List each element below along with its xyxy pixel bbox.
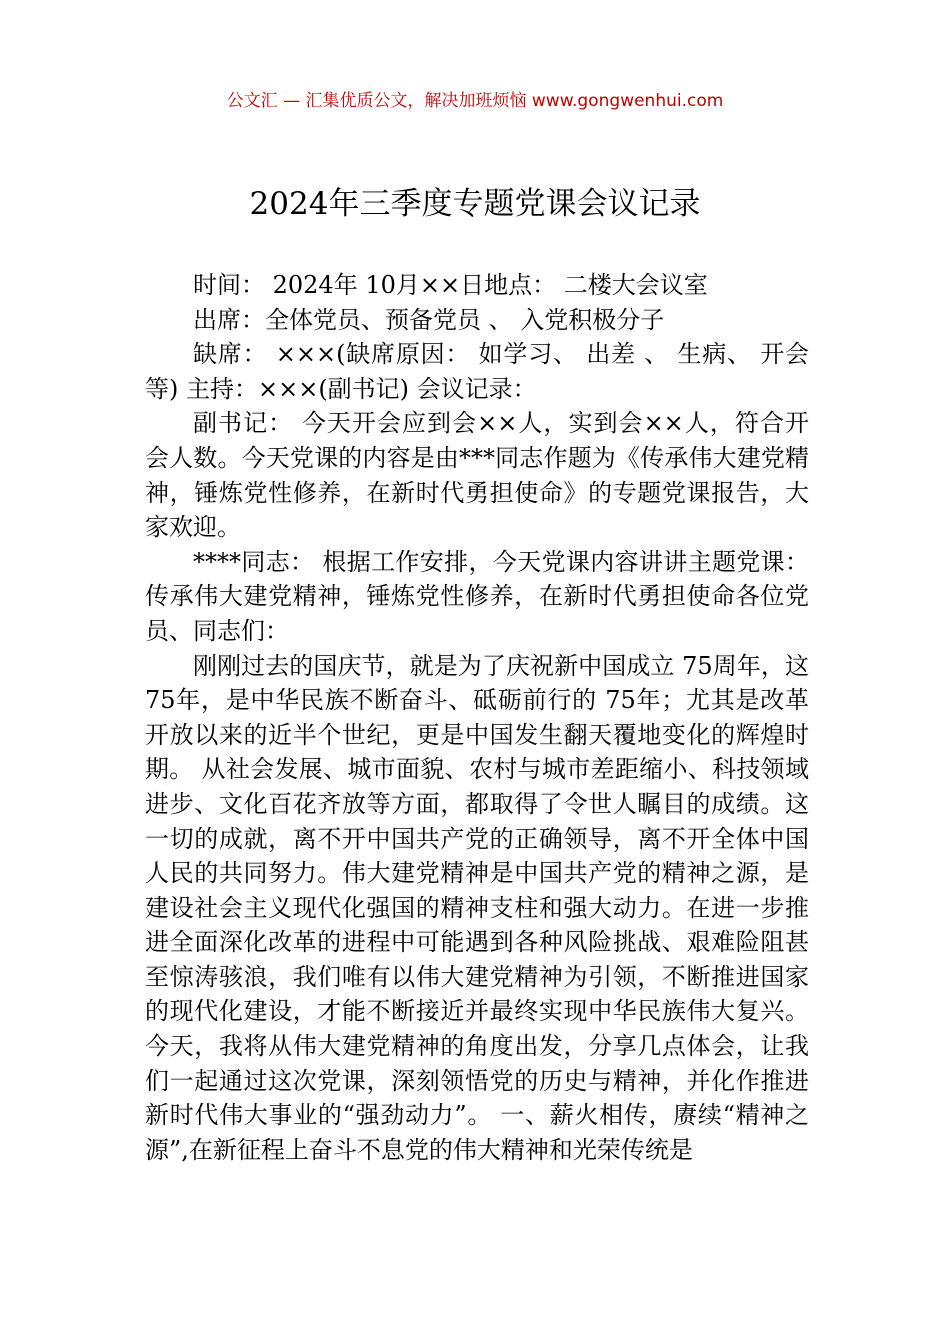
- watermark-header: 公文汇 — 汇集优质公文，解决加班烦恼 www.gongwenhui.com: [226, 91, 724, 111]
- paragraph-main-content: 刚刚过去的国庆节，就是为了庆祝新中国成立 75周年，这 75年，是中华民族不断奋斗、砥砺前行的 75年；尤其是改革开放以来的近半个世纪，更是中国发生翻天覆地变化的辉煌时期。 从社会发展、城市面貌、农村与城市差距缩小、科技领域进步、文化百花齐放等方面，都取得了令世人瞩目的成绩。这一切的成就，离不开中国共产党的正确领导，离不开全体中国人民的共同努力。伟大建党精神是中国共产党的精神之源，是建设社会主义现代化强国的精神支柱和强大动力。在进一步推进全面深化改革的进程中可能遇到各种风险挑战、艰难险阻甚至惊涛骇浪，我们唯有以伟大建党精神为引领，不断推进国家的现代化建设，才能不断接近并最终实现中华民族伟大复兴。今天，我将从伟大建党精神的角度出发，分享几点体会，让我们一起通过这次党课，深刻领悟党的历史与精神，并化作推进新时代伟大事业的“强劲动力”。 一、薪火相传，赓续“精神之源”,在新征程上奋斗不息党的伟大精神和光荣传统是: [145, 651, 809, 1164]
- document-title: 2024年三季度专题党课会议记录: [249, 186, 701, 222]
- paragraph-absence-host: 缺席： ×××(缺席原因： 如学习、 出差 、 生病、 开会等) 主持：×××(副书记) 会议记录：: [145, 340, 809, 403]
- paragraph-deputy-secretary: 副书记： 今天开会应到会××人，实到会××人，符合开会人数。今天党课的内容是由***同志作题为《传承伟大建党精神，锤炼党性修养，在新时代勇担使命》的专题党课报告，大家欢迎。: [145, 409, 809, 542]
- paragraph-speaker-intro: ****同志： 根据工作安排，今天党课内容讲讲主题党课：传承伟大建党精神，锤炼党性修养，在新时代勇担使命各位党员、同志们：: [145, 547, 809, 645]
- paragraph-time-location: 时间： 2024年 10月××日地点： 二楼大会议室: [193, 271, 708, 299]
- document-body: [145, 268, 809, 1167]
- paragraph-attendance: 出席：全体党员、预备党员 、 入党积极分子: [193, 305, 665, 334]
